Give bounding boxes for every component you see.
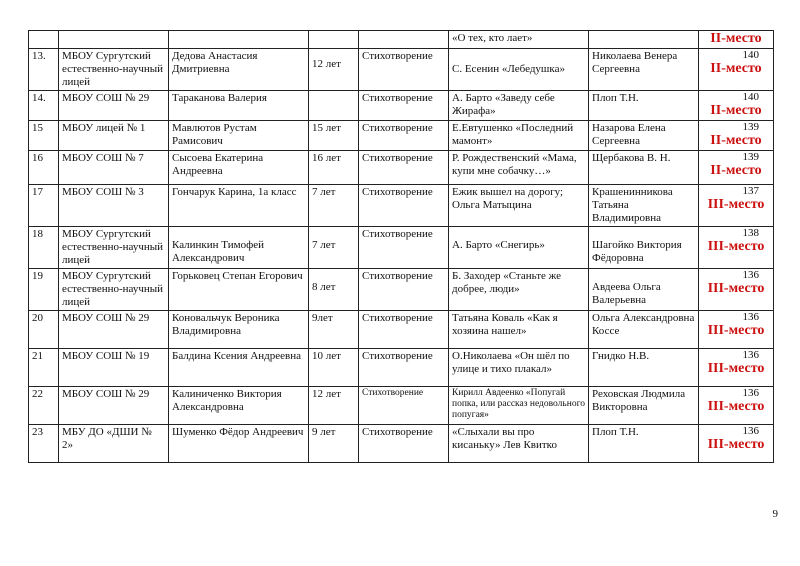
teacher-cell: Назарова Елена Сергеевна (589, 121, 699, 151)
school-cell: МБОУ СОШ № 3 (59, 185, 169, 227)
teacher-cell: Плоп Т.Н. (589, 425, 699, 463)
age-cell: 9 лет (309, 425, 359, 463)
school-cell: МБОУ Сургутский естественно-научный лицей (59, 269, 169, 311)
school-cell: МБОУ СОШ № 7 (59, 151, 169, 185)
teacher-cell: Щербакова В. Н. (589, 151, 699, 185)
place-label: II-место (710, 133, 762, 148)
school-cell: МБОУ Сургутский естественно-научный лицей (59, 227, 169, 269)
table-row (29, 425, 774, 463)
age-cell: 9лет (309, 311, 359, 349)
age-cell: 15 лет (309, 121, 359, 151)
work-cell: С. Есенин «Лебедушка» (449, 49, 589, 91)
results-table (28, 30, 774, 463)
genre-cell: Стихотворение (359, 311, 449, 349)
score-value: 136 (742, 269, 759, 281)
score-value: 137 (742, 185, 759, 197)
results-page (28, 30, 773, 463)
work-cell: Б. Заходер «Станьте же добрее, люди» (449, 269, 589, 311)
age-cell: 8 лет (309, 269, 359, 311)
school-cell: МБУ ДО «ДШИ № 2» (59, 425, 169, 463)
work-cell: Кирилл Авдеенко «Попугай попка, или рассказ недовольного попугая» (449, 387, 589, 425)
score-value: 136 (742, 425, 759, 437)
teacher-cell: Николаева Венера Сергеевна (589, 49, 699, 91)
place-label: III-место (707, 281, 765, 296)
age-cell: 12 лет (309, 49, 359, 91)
genre-cell: Стихотворение (359, 121, 449, 151)
place-label: II-место (710, 103, 762, 118)
table-row (29, 269, 774, 311)
participant-cell: Горьковец Степан Егорович (169, 269, 309, 311)
number-cell: 13. (29, 49, 59, 91)
number-cell: 19 (29, 269, 59, 311)
work-cell: А. Барто «Снегирь» (449, 227, 589, 269)
participant-cell: Шуменко Фёдор Андреевич (169, 425, 309, 463)
genre-cell: Стихотворение (359, 227, 449, 269)
participant-cell: Калиниченко Виктория Александровна (169, 387, 309, 425)
work-cell: Татьяна Коваль «Как я хозяина нашел» (449, 311, 589, 349)
place-label: III-место (707, 197, 765, 212)
table-row (29, 151, 774, 185)
genre-cell: Стихотворение (359, 91, 449, 121)
place-label: II-место (710, 61, 762, 76)
school-cell: МБОУ СОШ № 19 (59, 349, 169, 387)
teacher-cell: Ольга Александровна Коссе (589, 311, 699, 349)
page-number: 9 (772, 508, 778, 520)
participant-cell: Гончарук Карина, 1а класс (169, 185, 309, 227)
place-label: II-место (710, 31, 762, 46)
table-row (29, 311, 774, 349)
number-cell: 15 (29, 121, 59, 151)
work-cell: Е.Евтушенко «Последний мамонт» (449, 121, 589, 151)
score-value: 140 (742, 49, 759, 61)
participant-cell: Калинкин Тимофей Александрович (169, 227, 309, 269)
genre-cell: Стихотворение (359, 349, 449, 387)
school-cell: МБОУ СОШ № 29 (59, 91, 169, 121)
number-cell: 14. (29, 91, 59, 121)
teacher-cell: Плоп Т.Н. (589, 91, 699, 121)
genre-cell: Стихотворение (359, 151, 449, 185)
participant-cell: Мавлютов Рустам Рамисович (169, 121, 309, 151)
work-cell: А. Барто «Заведу себе Жирафа» (449, 91, 589, 121)
number-cell: 17 (29, 185, 59, 227)
number-cell: 16 (29, 151, 59, 185)
number-cell: 20 (29, 311, 59, 349)
teacher-cell: Гнидко Н.В. (589, 349, 699, 387)
teacher-cell: Крашенинникова Татьяна Владимировна (589, 185, 699, 227)
score-value: 139 (742, 151, 759, 163)
age-cell: 7 лет (309, 185, 359, 227)
school-cell: МБОУ СОШ № 29 (59, 311, 169, 349)
school-cell: МБОУ СОШ № 29 (59, 387, 169, 425)
place-label: II-место (710, 163, 762, 178)
table-row (29, 91, 774, 121)
teacher-cell: Реховская Людмила Викторовна (589, 387, 699, 425)
table-row (29, 185, 774, 227)
place-label: III-место (707, 323, 765, 338)
number-cell: 22 (29, 387, 59, 425)
participant-cell: Коновальчук Вероника Владимировна (169, 311, 309, 349)
work-cell: Ежик вышел на дорогу; Ольга Матыцина (449, 185, 589, 227)
score-value: 136 (742, 349, 759, 361)
place-label: III-место (707, 437, 765, 452)
age-cell: 10 лет (309, 349, 359, 387)
age-cell: 16 лет (309, 151, 359, 185)
age-cell: 7 лет (309, 227, 359, 269)
school-cell: МБОУ лицей № 1 (59, 121, 169, 151)
participant-cell: Балдина Ксения Андреевна (169, 349, 309, 387)
genre-cell: Стихотворение (359, 269, 449, 311)
score-value: 138 (742, 227, 759, 239)
participant-cell: Дедова Анастасия Дмитриевна (169, 49, 309, 91)
work-cell: «О тех, кто лает» (449, 31, 589, 49)
teacher-cell: Авдеева Ольга Валерьевна (589, 269, 699, 311)
genre-cell: Стихотворение (359, 185, 449, 227)
participant-cell: Тараканова Валерия (169, 91, 309, 121)
table-row (29, 49, 774, 91)
age-cell (309, 91, 359, 121)
teacher-cell: Шагойко Виктория Фёдоровна (589, 227, 699, 269)
score-value: 140 (742, 91, 759, 103)
table-row (29, 227, 774, 269)
school-cell: МБОУ Сургутский естественно-научный лицей (59, 49, 169, 91)
score-value: 136 (742, 387, 759, 399)
number-cell: 18 (29, 227, 59, 269)
age-cell: 12 лет (309, 387, 359, 425)
work-cell: Р. Рождественский «Мама, купи мне собачку…» (449, 151, 589, 185)
work-cell: О.Николаева «Он шёл по улице и тихо плакал» (449, 349, 589, 387)
place-label: III-место (707, 361, 765, 376)
table-row (29, 387, 774, 425)
genre-cell: Стихотворение (359, 425, 449, 463)
table-row (29, 121, 774, 151)
score-value: 136 (742, 311, 759, 323)
participant-cell: Сысоева Екатерина Андреевна (169, 151, 309, 185)
work-cell: «Слыхали вы про кисаньку» Лев Квитко (449, 425, 589, 463)
score-value: 139 (742, 121, 759, 133)
number-cell: 21 (29, 349, 59, 387)
table-row-partial (29, 31, 774, 49)
genre-cell: Стихотворение (359, 387, 449, 425)
place-label: III-место (707, 399, 765, 414)
table-row (29, 349, 774, 387)
number-cell: 23 (29, 425, 59, 463)
place-label: III-место (707, 239, 765, 254)
genre-cell: Стихотворение (359, 49, 449, 91)
